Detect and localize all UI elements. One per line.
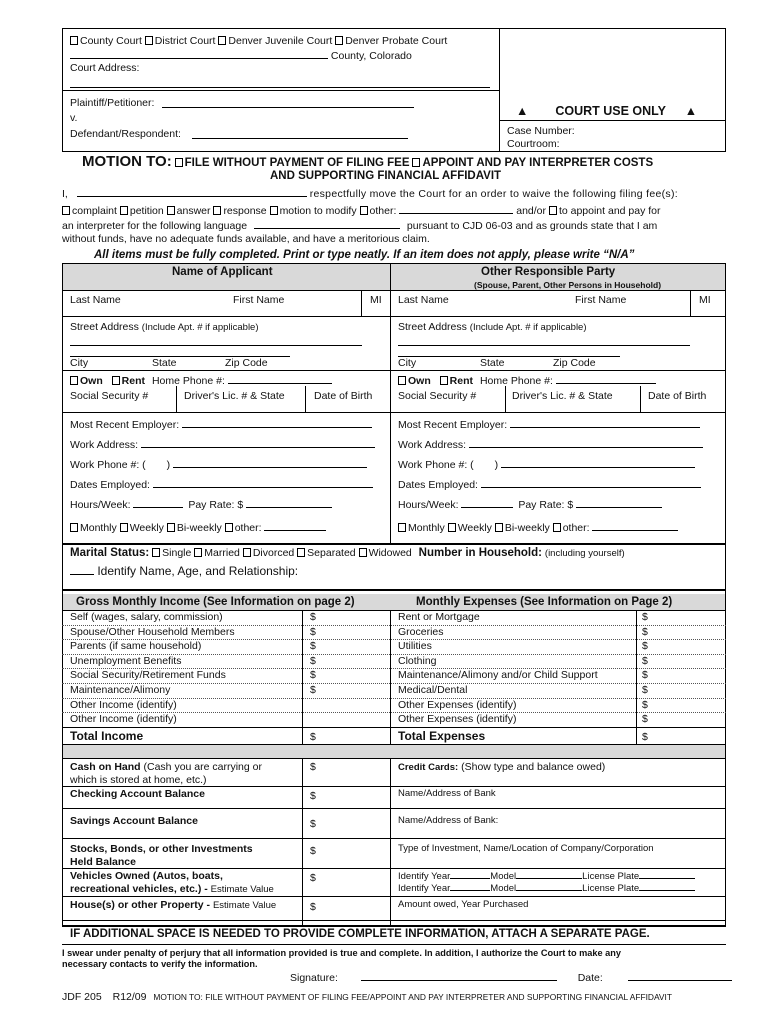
intro-line4: without funds, have no adequate funds available, and have a meritorious claim. <box>62 233 430 245</box>
income-amount-field[interactable]: $ <box>310 625 316 638</box>
applicant-state-label: State <box>152 357 177 369</box>
income-heading: Gross Monthly Income (See Information on page 2) <box>76 596 355 608</box>
applicant-pay-field[interactable] <box>246 498 332 508</box>
other-work-phone-row: Work Phone #: ( ) <box>398 458 695 471</box>
applicant-zip-label: Zip Code <box>225 357 268 369</box>
vehicle1-model-field[interactable] <box>516 870 582 879</box>
vehicle-line-1: Identify Year Model License Plate <box>398 870 695 882</box>
applicant-work-phone-row: Work Phone #: ( ) <box>70 458 367 471</box>
applicant-other-freq-field[interactable] <box>264 521 326 531</box>
checkbox-other-own[interactable] <box>398 376 406 385</box>
expense-row-label: Utilities <box>398 640 432 653</box>
party-divider <box>390 263 391 544</box>
name-row-top <box>62 290 726 291</box>
income-row-label: Other Income (identify) <box>70 698 177 711</box>
caption-divider <box>499 28 500 152</box>
applicant-work-phone-field[interactable] <box>173 458 367 468</box>
signature-field[interactable] <box>361 971 557 981</box>
applicant-heading: Name of Applicant <box>172 266 273 278</box>
courtroom-label: Courtroom: <box>507 138 560 150</box>
asset-line-3 <box>62 868 726 869</box>
expense-amount-field[interactable]: $ <box>642 713 648 726</box>
language-field[interactable] <box>254 219 400 229</box>
stocks-label: Stocks, Bonds, or other Investments <box>70 843 253 855</box>
form-footer: JDF 205 R12/09 MOTION TO: FILE WITHOUT PAYMENT OF FILING FEE/APPOINT AND PAY INTERPRETER AND SUPPORTING FINANCIAL AFFIDAVIT <box>62 991 672 1003</box>
checkbox-other-weekly[interactable] <box>448 523 456 532</box>
other-dates-row: Dates Employed: <box>398 478 701 491</box>
other-ssn-label: Social Security # <box>398 390 477 402</box>
savings-dollar[interactable]: $ <box>310 818 316 830</box>
checkbox-response[interactable] <box>213 206 221 215</box>
ssn-divider-3 <box>505 386 506 412</box>
expense-amount-divider <box>636 610 637 744</box>
applicant-street-label: Street Address (Include Apt. # if applicable) <box>70 321 259 333</box>
income-row-label: Parents (if same household) <box>70 640 202 653</box>
checkbox-appoint-interpreter[interactable] <box>412 158 420 167</box>
house-label: House(s) or other Property - Estimate Value <box>70 899 277 911</box>
applicant-name-field[interactable] <box>77 187 307 197</box>
other-frequency-row: Monthly Weekly Bi-weekly other: <box>398 521 678 534</box>
other-field[interactable] <box>399 204 513 214</box>
asset-line-5 <box>62 920 726 921</box>
checkbox-motion-to-modify[interactable] <box>270 206 278 215</box>
signature-row: Signature: Date: <box>290 971 732 984</box>
caption-hline <box>62 90 499 91</box>
banner-bottom-line <box>62 944 726 945</box>
income-row-label: Social Security/Retirement Funds <box>70 669 226 682</box>
other-first-name-label: First Name <box>575 294 627 306</box>
checkbox-answer[interactable] <box>167 206 175 215</box>
checkbox-applicant-weekly[interactable] <box>120 523 128 532</box>
income-row-label: Other Income (identify) <box>70 713 177 726</box>
other-hours-row: Hours/Week: Pay Rate: $ <box>398 498 662 511</box>
checkbox-file-without-fee[interactable] <box>175 158 183 167</box>
checkbox-applicant-biweekly[interactable] <box>167 523 175 532</box>
motion-title: MOTION TO: FILE WITHOUT PAYMENT OF FILING FEE APPOINT AND PAY INTERPRETER COSTS <box>82 153 654 170</box>
other-employer-field[interactable] <box>510 418 700 428</box>
county-field[interactable] <box>70 49 328 59</box>
vehicles-dollar[interactable]: $ <box>310 872 316 884</box>
swear-line-1: I swear under penalty of perjury that all information provided is true and complete. In addition, I authorize the Court to make any <box>62 948 621 958</box>
checkbox-petition[interactable] <box>120 206 128 215</box>
intro-line3: an interpreter for the following language pursuant to CJD 06-03 and as grounds state that I am <box>62 220 658 232</box>
applicant-hours-field[interactable] <box>133 498 183 508</box>
county-line: County, Colorado <box>70 49 412 62</box>
checkbox-divorced[interactable] <box>243 548 251 557</box>
checkbox-other-biweekly[interactable] <box>495 523 503 532</box>
expenses-heading: Monthly Expenses (See Information on Page 2) <box>416 596 673 608</box>
applicant-work-address-row: Work Address: <box>70 438 375 451</box>
expense-row-label: Medical/Dental <box>398 684 468 696</box>
mi-divider-right <box>690 290 691 316</box>
checkbox-denver-juvenile-court[interactable] <box>218 36 226 45</box>
vehicles-label: Vehicles Owned (Autos, boats, <box>70 870 223 882</box>
total-top-line <box>62 727 726 728</box>
attach-banner: IF ADDITIONAL SPACE IS NEEDED TO PROVIDE COMPLETE INFORMATION, ATTACH A SEPARATE PAGE. <box>70 928 650 940</box>
asset-amount-divider <box>302 758 303 926</box>
income-amount-field[interactable]: $ <box>310 669 316 682</box>
income-amount-divider <box>302 610 303 744</box>
swear-line-2: necessary contacts to verify the information. <box>62 959 258 969</box>
intro-line1: I, respectfully move the Court for an order to waive the following filing fee(s): <box>62 188 678 200</box>
asset-line-2 <box>62 838 726 839</box>
income-amount-field[interactable]: $ <box>310 640 316 653</box>
expense-row-line <box>391 654 726 655</box>
income-row-label: Spouse/Other Household Members <box>70 625 235 638</box>
total-expenses-dollar[interactable]: $ <box>642 731 648 743</box>
other-party-heading: Other Responsible Party <box>481 266 616 278</box>
vehicle-line-2: Identify Year Model License Plate <box>398 882 695 894</box>
applicant-city-label: City <box>70 357 89 369</box>
motion-title-line2: AND SUPPORTING FINANCIAL AFFIDAVIT <box>270 170 502 182</box>
other-work-phone-field[interactable] <box>501 458 695 468</box>
other-employer-row: Most Recent Employer: <box>398 418 700 431</box>
budget-mid-divider <box>390 610 391 926</box>
other-work-address-field[interactable] <box>469 438 703 448</box>
checkbox-married[interactable] <box>194 548 202 557</box>
checkbox-county-court[interactable] <box>70 36 78 45</box>
other-city-label: City <box>398 357 417 369</box>
checkbox-complaint[interactable] <box>62 206 70 215</box>
checkbox-other-other[interactable] <box>553 523 561 532</box>
court-address-field[interactable] <box>70 87 490 88</box>
checkbox-applicant-monthly[interactable] <box>70 523 78 532</box>
checkbox-single[interactable] <box>152 548 160 557</box>
checkbox-other-monthly[interactable] <box>398 523 406 532</box>
expense-row-label: Other Expenses (identify) <box>398 698 517 711</box>
bank2-label: Name/Address of Bank: <box>398 815 499 826</box>
other-mi-label: MI <box>699 294 711 306</box>
checkbox-separated[interactable] <box>297 548 305 557</box>
intro-line2: complaint petition answer response motion to modify other: and/or to appoint and pay for <box>62 204 661 217</box>
applicant-ssn-label: Social Security # <box>70 390 149 402</box>
date-field[interactable] <box>628 971 732 981</box>
address-row-bottom <box>62 370 726 371</box>
applicant-own-rent: Own Rent Home Phone #: <box>70 374 332 387</box>
other-pay-field[interactable] <box>576 498 662 508</box>
applicant-mi-label: MI <box>370 294 382 306</box>
applicant-first-name-label: First Name <box>233 294 285 306</box>
amount-owed-label: Amount owed, Year Purchased <box>398 899 529 910</box>
applicant-work-address-field[interactable] <box>141 438 375 448</box>
expense-amount-field[interactable]: $ <box>642 611 648 623</box>
vehicle1-plate-field[interactable] <box>639 870 695 879</box>
expense-row-label: Other Expenses (identify) <box>398 713 517 726</box>
identify-row: Identify Name, Age, and Relationship: <box>70 564 298 578</box>
other-dl-label: Driver's Lic. # & State <box>512 390 613 402</box>
vehicle2-plate-field[interactable] <box>639 882 695 891</box>
cash-dollar[interactable]: $ <box>310 761 316 773</box>
banner-underline-box <box>62 926 726 927</box>
savings-label: Savings Account Balance <box>70 815 198 827</box>
checkbox-appoint-pay[interactable] <box>549 206 557 215</box>
income-row-label: Unemployment Benefits <box>70 654 182 667</box>
mi-divider-left <box>361 290 362 316</box>
house-dollar[interactable]: $ <box>310 901 316 913</box>
expense-amount-field[interactable]: $ <box>642 669 648 682</box>
spacer-shade <box>63 745 725 758</box>
applicant-employer-field[interactable] <box>182 418 372 428</box>
vehicles-label-2: recreational vehicles, etc.) - Estimate Value <box>70 883 274 895</box>
checkbox-applicant-own[interactable] <box>70 376 78 385</box>
other-state-label: State <box>480 357 505 369</box>
applicant-frequency-row: Monthly Weekly Bi-weekly other: <box>70 521 326 534</box>
applicant-dates-row: Dates Employed: <box>70 478 373 491</box>
applicant-dl-label: Driver's Lic. # & State <box>184 390 285 402</box>
income-amount-field[interactable]: $ <box>310 654 316 667</box>
household-count-field[interactable] <box>70 564 94 575</box>
other-hours-field[interactable] <box>461 498 513 508</box>
marital-row: Marital Status: Single Married Divorced Separated Widowed Number in Household: (including yourself) <box>70 547 625 559</box>
expense-row-label: Maintenance/Alimony and/or Child Support <box>398 669 598 682</box>
ssn-divider-4 <box>640 386 641 412</box>
expense-amount-field[interactable]: $ <box>642 640 648 653</box>
other-street-label: Street Address (Include Apt. # if applicable) <box>398 321 587 333</box>
case-hline <box>499 120 726 121</box>
cash-label: Cash on Hand (Cash you are carrying or <box>70 761 262 773</box>
other-home-phone-field[interactable] <box>556 374 656 384</box>
expense-row-label: Rent or Mortgage <box>398 611 480 623</box>
expense-row-label: Groceries <box>398 625 444 638</box>
triangle-up-icon: ▲ <box>684 104 698 118</box>
stocks-dollar[interactable]: $ <box>310 845 316 857</box>
other-dates-field[interactable] <box>481 478 701 488</box>
applicant-hours-row: Hours/Week: Pay Rate: $ <box>70 498 332 511</box>
checkbox-widowed[interactable] <box>359 548 367 557</box>
expense-row-label: Clothing <box>398 654 437 667</box>
plaintiff-label: Plaintiff/Petitioner: <box>70 97 155 109</box>
ssn-divider-2 <box>305 386 306 412</box>
triangle-up-icon: ▲ <box>516 104 529 118</box>
expense-amount-field[interactable]: $ <box>642 684 648 696</box>
expense-amount-field[interactable]: $ <box>642 654 648 667</box>
income-amount-field[interactable]: $ <box>310 611 316 623</box>
checkbox-other[interactable] <box>360 206 368 215</box>
ssn-divider-1 <box>176 386 177 412</box>
checkbox-applicant-rent[interactable] <box>112 376 120 385</box>
asset-line-4 <box>62 896 726 897</box>
instructions: All items must be fully completed. Print or type neatly. If an item does not apply, please write “N/A” <box>94 249 635 261</box>
defendant-field[interactable] <box>192 138 408 139</box>
income-row-label: Maintenance/Alimony <box>70 684 171 696</box>
case-number-label: Case Number: <box>507 125 575 137</box>
applicant-last-name-label: Last Name <box>70 294 121 306</box>
vehicle1-year-field[interactable] <box>450 870 490 879</box>
cash-note-2: which is stored at home, etc.) <box>70 774 207 786</box>
vehicle2-year-field[interactable] <box>450 882 490 891</box>
investment-label: Type of Investment, Name/Location of Company/Corporation <box>398 843 654 854</box>
credit-cards: Credit Cards: (Show type and balance owed) <box>398 761 606 773</box>
applicant-dates-field[interactable] <box>153 478 373 488</box>
defendant-label: Defendant/Respondent: <box>70 128 181 140</box>
applicant-dob-label: Date of Birth <box>314 390 373 402</box>
total-expenses-label: Total Expenses <box>398 729 486 743</box>
other-party-subheading: (Spouse, Parent, Other Persons in Household) <box>474 280 662 290</box>
checkbox-denver-probate-court[interactable] <box>335 36 343 45</box>
other-work-address-row: Work Address: <box>398 438 703 451</box>
checkbox-applicant-other[interactable] <box>225 523 233 532</box>
vehicle2-model-field[interactable] <box>516 882 582 891</box>
stocks-label-2: Held Balance <box>70 856 136 868</box>
other-other-freq-field[interactable] <box>592 521 678 531</box>
asset-line-cash <box>62 786 726 787</box>
court-options: County Court District Court Denver Juvenile Court Denver Probate Court <box>70 35 447 47</box>
other-own-rent: Own Rent Home Phone #: <box>398 374 656 387</box>
other-zip-label: Zip Code <box>553 357 596 369</box>
plaintiff-field[interactable] <box>162 107 414 108</box>
checkbox-other-rent[interactable] <box>440 376 448 385</box>
income-row-label: Self (wages, salary, commission) <box>70 611 223 623</box>
applicant-home-phone-field[interactable] <box>228 374 332 384</box>
court-address-label: Court Address: <box>70 62 140 74</box>
expense-row-line <box>391 639 726 640</box>
expense-amount-field[interactable]: $ <box>642 625 648 638</box>
bank1-label: Name/Address of Bank <box>398 788 496 799</box>
checkbox-district-court[interactable] <box>145 36 153 45</box>
name-row-bottom <box>62 316 726 317</box>
applicant-employer-row: Most Recent Employer: <box>70 418 372 431</box>
checking-dollar[interactable]: $ <box>310 790 316 802</box>
expense-amount-field[interactable]: $ <box>642 698 648 711</box>
assets-top-line <box>62 758 726 759</box>
v-label: v. <box>70 112 78 124</box>
ssn-row-bottom <box>62 412 726 413</box>
other-last-name-label: Last Name <box>398 294 449 306</box>
checking-label: Checking Account Balance <box>70 788 205 800</box>
other-dob-label: Date of Birth <box>648 390 707 402</box>
total-income-label: Total Income <box>70 729 144 743</box>
other-street-field[interactable] <box>398 345 690 346</box>
total-income-dollar[interactable]: $ <box>310 731 316 743</box>
court-use-only: ▲ COURT USE ONLY ▲ <box>516 104 698 118</box>
asset-line-1 <box>62 808 726 809</box>
income-amount-field[interactable]: $ <box>310 684 316 696</box>
applicant-street-field[interactable] <box>70 345 362 346</box>
